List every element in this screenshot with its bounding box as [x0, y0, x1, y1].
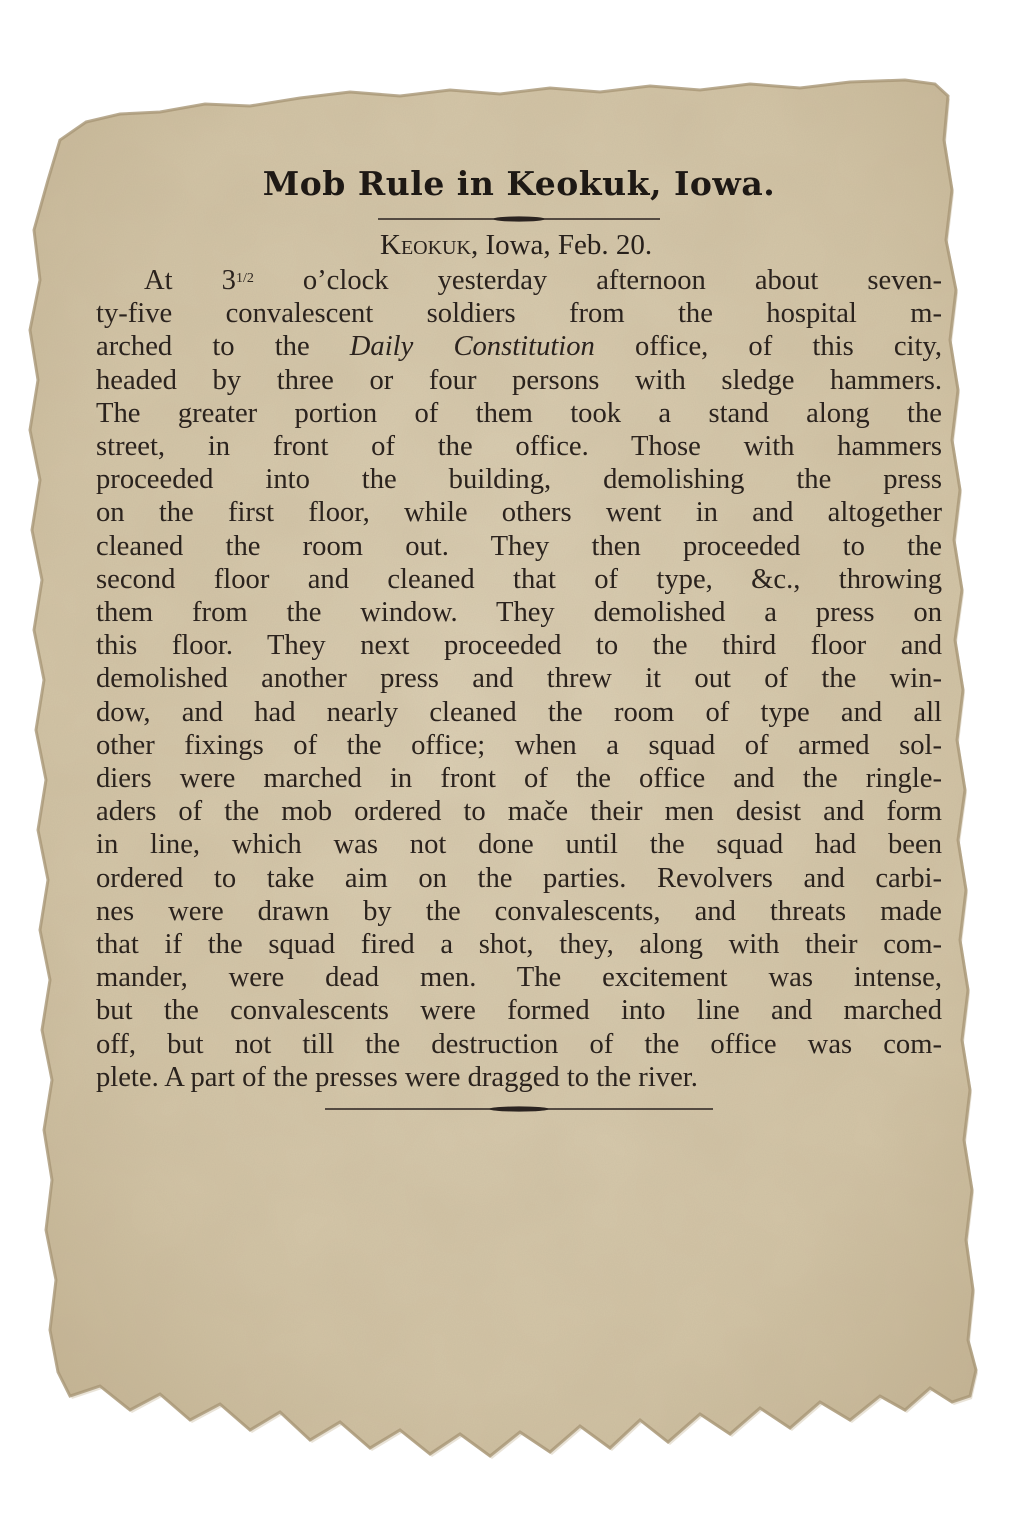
- body-line: The greater portion of them took a stand along the: [96, 397, 942, 429]
- body-line: ordered to take aim on the parties. Revolvers and carbi-: [96, 862, 942, 894]
- newspaper-article: [96, 164, 942, 1114]
- article-headline: Mob Rule in Keokuk, Iowa.: [262, 164, 776, 203]
- article-body: [96, 264, 942, 1094]
- body-line: off, but not till the destruction of the office was com-: [96, 1028, 942, 1060]
- body-line: plete. A part of the presses were dragged to the river.: [96, 1061, 698, 1093]
- body-line: ty-five convalescent soldiers from the hospital m-: [96, 298, 942, 330]
- body-line: mander, were dead men. The excitement was intense,: [96, 962, 942, 994]
- body-line: proceeded into the building, demolishing the press: [96, 464, 942, 496]
- body-line-text: o’clock yesterday afternoon about seven-: [253, 265, 943, 296]
- body-line: [96, 330, 942, 363]
- body-line: aders of the mob ordered to mače their men desist and form: [96, 796, 942, 828]
- body-line: nes were drawn by the convalescents, and threats made: [96, 895, 942, 927]
- body-line: but the convalescents were formed into line and marched: [96, 995, 942, 1027]
- end-divider: [325, 1104, 713, 1114]
- body-line-text: arched to the: [96, 331, 350, 363]
- dateline: [96, 226, 942, 264]
- body-line: diers were marched in front of the office and the ringle-: [96, 763, 942, 795]
- dateline-city: Keokuk: [380, 229, 471, 261]
- body-line: [96, 264, 942, 297]
- body-line-text: At 3: [144, 265, 236, 296]
- body-line: this floor. They next proceeded to the third floor and: [96, 630, 942, 662]
- body-line: headed by three or four persons with sledge hammers.: [96, 364, 942, 396]
- newspaper-name: Daily Constitution: [349, 331, 595, 363]
- body-line: second floor and cleaned that of type, &c., throwing: [96, 563, 942, 595]
- body-line: other fixings of the office; when a squad of armed sol-: [96, 729, 942, 761]
- dateline-date: , Iowa, Feb. 20.: [470, 229, 653, 261]
- body-line: in line, which was not done until the squad had been: [96, 829, 942, 861]
- body-line: dow, and had nearly cleaned the room of type and all: [96, 696, 942, 728]
- body-line: cleaned the room out. They then proceeded to the: [96, 530, 942, 562]
- body-line: street, in front of the office. Those with hammers: [96, 431, 942, 463]
- body-line: on the first floor, while others went in and altogether: [96, 497, 942, 529]
- body-line-text: office, of this city,: [594, 331, 942, 363]
- body-line: that if the squad fired a shot, they, along with their com-: [96, 929, 942, 961]
- body-line: demolished another press and threw it out of the win-: [96, 663, 942, 695]
- fraction: 1/2: [235, 271, 254, 286]
- body-line: them from the window. They demolished a press on: [96, 597, 942, 629]
- headline-divider: [378, 214, 660, 224]
